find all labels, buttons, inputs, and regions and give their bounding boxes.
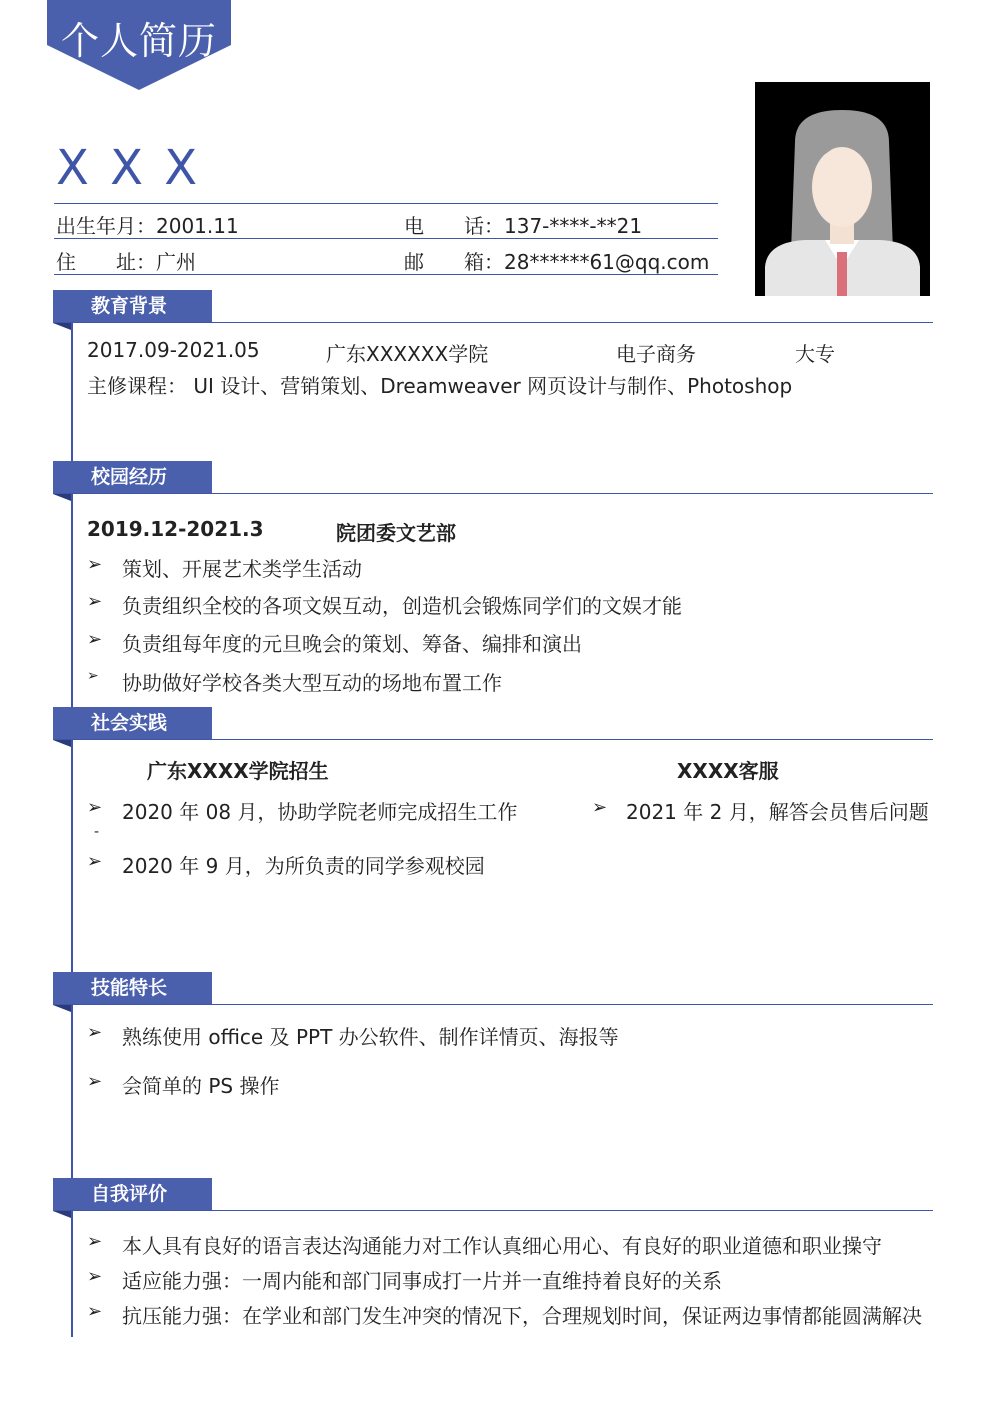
section-header-education: 教育背景 xyxy=(53,290,212,322)
bullet-arrow-icon: ➢ xyxy=(87,1231,103,1252)
section-header-skills: 技能特长 xyxy=(53,972,212,1004)
section-notch xyxy=(53,1211,71,1218)
person-name: X X X xyxy=(56,140,201,196)
phone-value: 137-****-**21 xyxy=(504,214,643,238)
birth-label: 出生年月： xyxy=(56,214,156,238)
info-divider xyxy=(54,274,718,275)
bullet-arrow-icon: ➢ xyxy=(87,554,103,575)
section-divider xyxy=(53,1004,933,1005)
birth-value: 2001.11 xyxy=(156,214,239,238)
email-value: 28******61@qq.com xyxy=(504,250,710,274)
education-degree: 大专 xyxy=(795,342,835,366)
section-notch xyxy=(53,323,71,330)
practice-left-item: 2020 年 9 月，为所负责的同学参观校园 xyxy=(122,854,485,878)
section-divider xyxy=(53,493,933,494)
skill-item: 会简单的 PS 操作 xyxy=(122,1074,280,1098)
bullet-arrow-icon: ➢ xyxy=(87,668,99,684)
avatar-illustration xyxy=(755,82,930,296)
campus-item: 协助做好学校各类大型互动的场地布置工作 xyxy=(122,671,502,695)
campus-item: 负责组织全校的各项文娱互动，创造机会锻炼同学们的文娱才能 xyxy=(122,594,682,618)
section-header-campus: 校园经历 xyxy=(53,461,212,493)
address-info xyxy=(56,246,196,275)
address-label: 住 址： xyxy=(56,250,156,274)
campus-item: 负责组每年度的元旦晚会的策划、筹备、编排和演出 xyxy=(122,632,582,656)
section-divider xyxy=(53,739,933,740)
section-notch xyxy=(53,1005,71,1012)
campus-item: 策划、开展艺术类学生活动 xyxy=(122,557,362,581)
section-header-practice: 社会实践 xyxy=(53,707,212,739)
section-divider xyxy=(53,1210,933,1211)
bullet-arrow-icon: ➢ xyxy=(87,1071,103,1092)
practice-right-item: 2021 年 2 月，解答会员售后问题 xyxy=(626,800,929,824)
info-divider xyxy=(54,238,718,239)
section-notch xyxy=(53,740,71,747)
education-courses: 主修课程： UI 设计、营销策划、Dreamweaver 网页设计与制作、Photoshop xyxy=(87,374,793,398)
phone-info xyxy=(404,210,642,239)
section-header-self: 自我评价 xyxy=(53,1178,212,1210)
section-divider xyxy=(53,322,933,323)
bullet-arrow-icon: ➢ xyxy=(87,797,103,818)
self-item: 抗压能力强：在学业和部门发生冲突的情况下，合理规划时间，保证两边事情都能圆满解决 xyxy=(122,1304,922,1328)
education-period: 2017.09-2021.05 xyxy=(87,338,260,362)
bullet-arrow-icon: ➢ xyxy=(87,1266,103,1287)
campus-period: 2019.12-2021.3 xyxy=(87,517,264,541)
self-item: 适应能力强：一周内能和部门同事成打一片并一直维持着良好的关系 xyxy=(122,1269,722,1293)
campus-org: 院团委文艺部 xyxy=(336,521,456,545)
practice-right-title: XXXX客服 xyxy=(677,759,779,783)
email-label: 邮 箱： xyxy=(404,250,504,274)
skill-item: 熟练使用 office 及 PPT 办公软件、制作详情页、海报等 xyxy=(122,1025,619,1049)
practice-left-title: 广东XXXX学院招生 xyxy=(147,759,329,783)
phone-label: 电 话： xyxy=(404,214,504,238)
bullet-arrow-icon: ➢ xyxy=(87,629,103,650)
bullet-arrow-icon: ➢ xyxy=(87,1022,103,1043)
birth-info xyxy=(56,210,239,239)
practice-left-item: 2020 年 08 月，协助学院老师完成招生工作 xyxy=(122,800,518,824)
title-banner xyxy=(47,0,231,90)
bullet-arrow-icon: ➢ xyxy=(87,591,103,612)
education-major: 电子商务 xyxy=(616,342,696,366)
bullet-arrow-icon: ➢ xyxy=(87,1301,103,1322)
stray-mark: - xyxy=(94,824,100,840)
bullet-arrow-icon: ➢ xyxy=(592,797,608,818)
address-value: 广州 xyxy=(156,250,196,274)
education-school: 广东XXXXXX学院 xyxy=(326,342,489,366)
section-notch xyxy=(53,494,71,501)
avatar-photo xyxy=(755,82,930,296)
info-divider xyxy=(54,203,718,204)
resume-title: 个人简历 xyxy=(61,19,218,63)
bullet-arrow-icon: ➢ xyxy=(87,851,103,872)
email-info xyxy=(404,246,709,275)
self-item: 本人具有良好的语言表达沟通能力对工作认真细心用心、有良好的职业道德和职业操守 xyxy=(122,1234,882,1258)
